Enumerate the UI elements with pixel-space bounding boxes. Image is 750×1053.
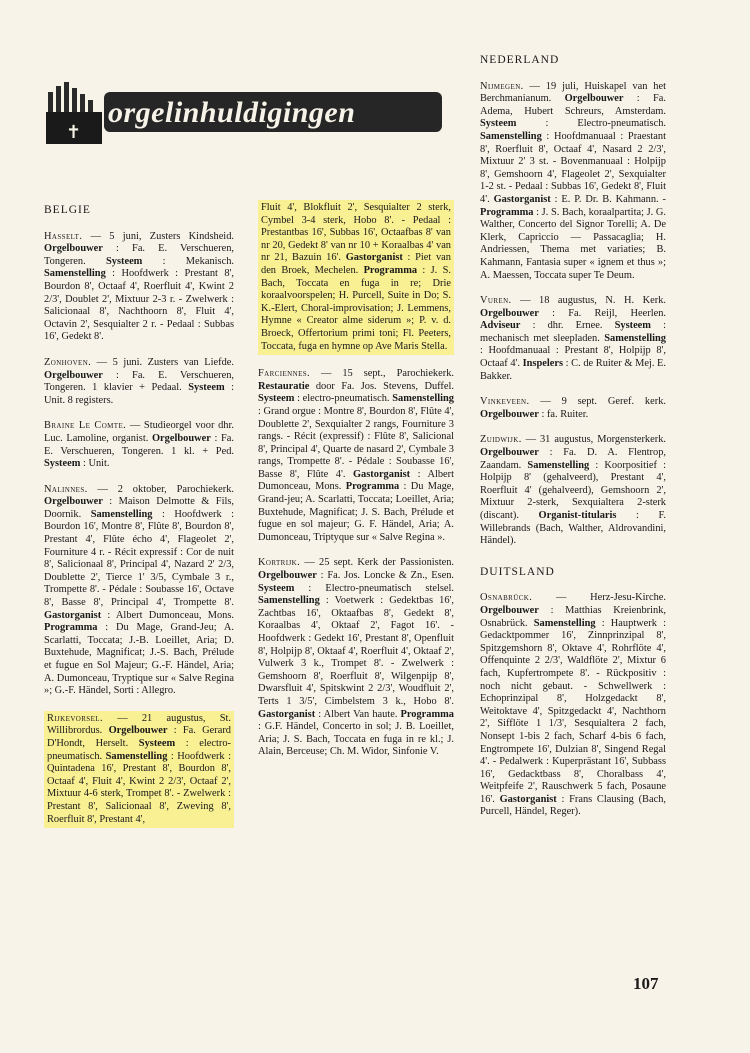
section-heading-nederland: NEDERLAND <box>480 54 560 66</box>
section-heading-duitsland: DUITSLAND <box>480 565 555 578</box>
orgelinhuldigingen-banner <box>44 82 444 146</box>
svg-text:✝: ✝ <box>66 122 82 143</box>
entry-rijkevorsel-continued: Fluit 4', Blokfluit 2', Sesquialter 2 sterk, Cymbel 3-4 sterk, Hobo 8'. - Pedaal : Prestantbas 16', Subbas 16', Octaafbas 8' van nr 20, Gedekt 8' van nr 10 + Koraalbas 4' van nr 21, Bazuin 16'. Gastorganist : Piet van den Broek, Mechelen. Programma : J. S. Bach, Toccata en fuga in re; Drie koraalvoorspelen; H. Purcell, Suite in Do; S. K.-Elert, Choral-improvisation; J. Lemmens, Hymne « Creator alme siderum »; P. v. d. Broeck, Offertorium primi toni; Fl. Peeters, Toccata, fuga en hymne op Ave Maris Stella. <box>258 200 454 355</box>
entry-braine-le-comte: Braine Le Comte. — Studieorgel voor dhr. Luc. Lamoline, organist. Orgelbouwer : Fa. E. Verschueren, Tongeren. 1 kl. + Ped. Systeem : Unit. <box>44 420 234 470</box>
banner-title: orgelinhuldigingen <box>108 96 356 129</box>
entry-zonhoven: Zonhoven. — 5 juni. Zusters van Liefde. Orgelbouwer : Fa. E. Verschueren, Tongeren. 1 klavier + Pedaal. Systeem : Unit. 8 registers. <box>44 356 234 406</box>
column-middle <box>258 200 454 772</box>
entry-osnabruck: Osnabrück. — Herz-Jesu-Kirche. Orgelbouwer : Matthias Kreienbrink, Osnabrück. Samenstelling : Hauptwerk : Gedacktpommer 16', Zinnprinzipal 8', Spitzgemshorn 8', Oktave 4', Rohrflöte 4', Offenquinte 2 2/3', Waldflöte 2', Mixtur 6 fach, Kupfertrompete 8'. - Rückpositiv : noch nicht gebaut. - Schwellwerk : Echoprinzipal 8', Holzgedackt 8', Weitoktave 4', Spitzgedackt 4', Nachthorn 2', Sifflöte 1 1/3', Sesquialtera 2 fach, Nonsept 1-bis 2 fach, Scharf 4-bis 6 fach, Engtrompete 16', Dulzian 8', Singend Regal 4'. - Pedalwerk : Kuperprästant 16', Subbass 16', Gedacktbass 8', Choralbass 4', Weitpfeife 2', Rauschwerk 5 fach, Posaune 16'. Gastorganist : Frans Clausing (Bach, Purcell, Händel, Reger). <box>480 592 666 818</box>
entry-vinkeveen: Vinkeveen. — 9 sept. Geref. kerk. Orgelbouwer : fa. Ruiter. <box>480 396 666 420</box>
entry-nijmegen: Nijmegen. — 19 juli, Huiskapel van het Berchmanianum. Orgelbouwer : Fa. Adema, Hubert Schreurs, Amsterdam. Systeem : Electro-pneumatisch. Samenstelling : Hoofdmanuaal : Praestant 8', Roerfluit 8', Octaaf 4', Nasard 2 2/3', Mixtuur 2' 3 st. - Bovenmanuaal : Holpijp 8', Gemshoorn 4', Flageolet 2', Sexquialter 1-2 st. - Pedaal : Subbas 16', Gedekt 8', Fluit 4'. Gastorganist : E. P. Dr. B. Kahmann. - Programma : J. S. Bach, koraalpartita; J. G. Walther, Concerto del Signor Torelli; A. De Klerk, Capriccio — Passacaglia; H. Andriessen, Thema met variaties; B. Kahmann, Fantasia super « ignem et thus »; A. Maessen, Toccata super Te Deum. <box>480 80 666 281</box>
entry-zuidwijk: Zuidwijk. — 31 augustus, Morgensterkerk. Orgelbouwer : Fa. D. A. Flentrop, Zaandam. Samenstelling : Koorpositief : Holpijp 8' (gehalveerd), Prestant 4', Roerfluit 4' (gehalveerd), Gemshoorn 2', Mixtuur 2-sterk, Sexquialtera 2-sterk (discant). Organist-titularis : F. Willebrands (Bach, Walther, Aldrovandini, Händel). <box>480 434 666 547</box>
entry-vuren: Vuren. — 18 augustus, N. H. Kerk. Orgelbouwer : Fa. Reijl, Heerlen. Adviseur : dhr. Ernee. Systeem : mechanisch met sleepladen. Samenstelling : Hoofdmanuaal : Prestant 8', Holpijp 8', Octaaf 4'. Inspelers : C. de Ruiter & Mej. E. Bakker. <box>480 295 666 382</box>
column-nederland-duitsland <box>480 54 666 832</box>
entry-hasselt: Hasselt. — 5 juni, Zusters Kindsheid. Orgelbouwer : Fa. E. Verschueren, Tongeren. Systeem : Mekanisch. Samenstelling : Hoofdwerk : Prestant 8', Bourdon 8', Octaaf 4', Roerfluit 4', Kwint 2 2/3', Doublet 2', Mixtuur 2-3 r. - Zwelwerk : Salicionaal 8', Nachthoorn 8', Fluit 4', Octavin 2', Sesquialter 2 r. - Pedaal : Subbas 16', Gedekt 8'. <box>44 230 234 343</box>
column-belgie <box>44 204 234 841</box>
entry-rijkevorsel: Rijkevorsel. — 21 augustus, St. Willibrordus. Orgelbouwer : Fa. Gerard D'Hondt, Herselt. Systeem : electro-pneumatisch. Samenstelling : Hoofdwerk : Quintadena 16', Prestant 8', Bourdon 8', Octaaf 4', Fluit 4', Kwint 2 2/3', Octaaf 2', Mixtuur 4-6 sterk, Trompet 8'. - Zwelwerk : Prestant 8', Salicionaal 8', Zweving 8', Roerfluit 8', Prestant 4', <box>44 711 234 828</box>
entry-nalinnes: Nalinnes. — 2 oktober, Parochiekerk. Orgelbouwer : Maison Delmotte & Fils, Doornik. Samenstelling : Hoofdwerk : Bourdon 16', Montre 8', Flûte 8', Bourdon 8', Prestant 4', Flûte écho 4', Flageolet 2', Fourniture 4 r. - Récit expressif : Cor de nuit 8', Salicionaal 8', Principal 4', Nazard 2' 2/3, Doublette 2', Tierce 1' 3/5, Cymbale 3 r., Trompette 8'. - Pédale : Soubasse 16', Octave 8', Basse 8', Principal 4', Trompette 8'. Gastorganist : Albert Dumonceau, Mons. Programma : Du Mage, Grand-Jeu; A. Scarlatti, Toccata; J.-B. Loeillet, Aria; D. Buxtehude, Magnificat; J.-S. Bach, Prélude et fugue en Sol Majeur; G.-F. Händel, Aria; A. Dumonceau, Tryptique sur « Salve Regina »; G.-F. Händel, Sorti : Allegro. <box>44 483 234 697</box>
entry-farciennes: Farciennes. — 15 sept., Parochiekerk. Restauratie door Fa. Jos. Stevens, Duffel. Systeem : electro-pneumatisch. Samenstelling : Grand orgue : Montre 8', Bourdon 8', Flûte 4', Doublette 2', Sexquialter 2 rangs, Fourniture 3 rangs. - Récit (expressif) : Flûte 8', Salicional 8', Principal 4', Quarte de nasard 2', Cymbale 3 rangs, Trompette 8'. - Pédale : Soubasse 16', Basse 8', Flûte 4'. Gastorganist : Albert Dumonceau, Mons. Programma : Du Mage, Grand-jeu; A. Scarlatti, Toccata; Loeillet, Aria; Buxtehude, Magnificat; J. S. Bach, Prélude et fugue en sol majeur; G. F. Händel, Aria; A. Dumonceau, Triptyque sur « Salve Regina ». <box>258 368 454 543</box>
entry-kortrijk: Kortrijk. — 25 sept. Kerk der Passionisten. Orgelbouwer : Fa. Jos. Loncke & Zn., Esen. Systeem : Electro-pneumatisch stelsel. Samenstelling : Voetwerk : Gedektbas 16', Zachtbas 16', Oktaafbas 8', Gedekt 8', Koraalbas 4', Oktaaf 2', Fagot 16'. - Hoofdwerk : Gedekt 16', Prestant 8', Openfluit 8', Holpijp 8', Oktaaf 4', Roerfluit 4', Oktaaf 2', Vulwerk 3 k., Trompet 8'. - Zwelwerk : Gemshoorn 8', Roerfluit 8', Wilgenpijp 8', Dwarsfluit 4', Spitskwint 2 2/3', Woudfluit 2', Terts 1 3/5', Cimbelstem 3 k., Hobo 8'. Gastorganist : Albert Van haute. Programma : G.F. Händel, Concerto in sol; J. B. Loeillet, Aria; J. S. Bach, Toccata en fuga in re kl.; J. Alain, Berceuse; Ch. M. Widor, Sinfonie V. <box>258 557 454 758</box>
section-heading-belgie: BELGIE <box>44 204 91 216</box>
page-number: 107 <box>633 974 659 993</box>
